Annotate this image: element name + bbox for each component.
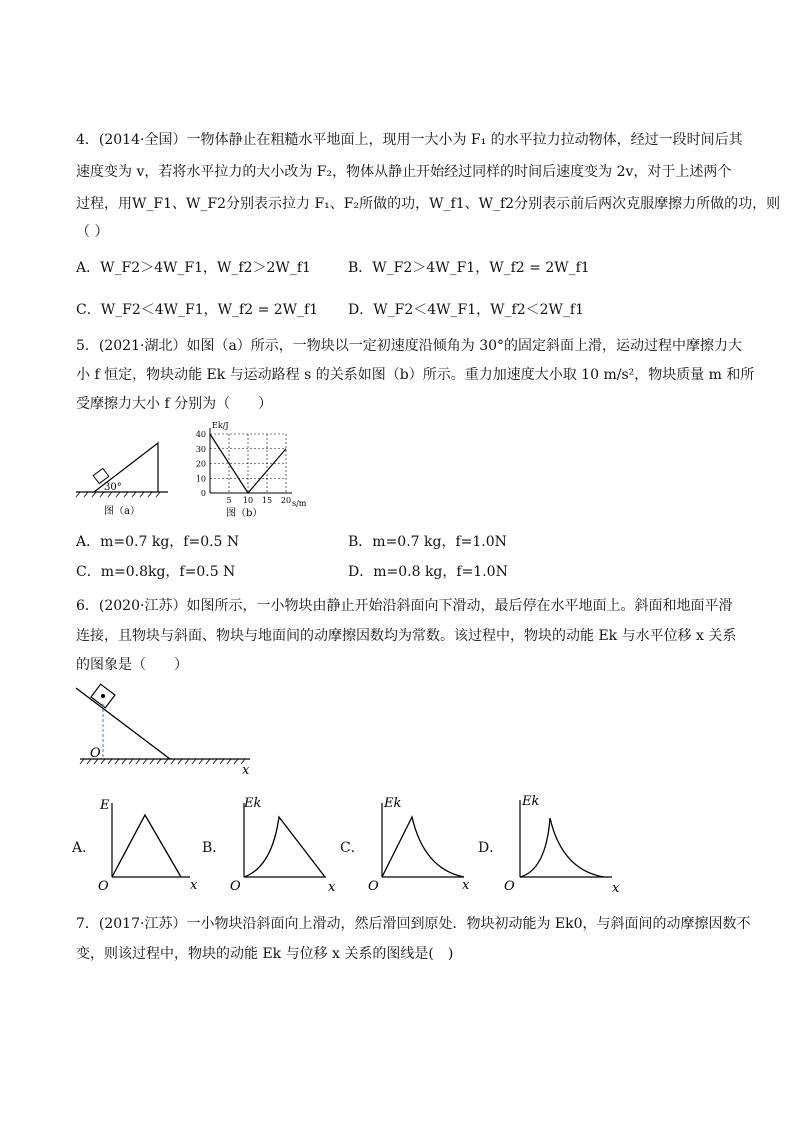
q6-option-a-letter: A． — [72, 840, 97, 856]
q4-option-a: A．W_F2＞4W_F1，W_f2＞2W_f1 — [76, 260, 311, 276]
figure-a-caption: 图（a） — [104, 506, 140, 517]
q6-line-3: 的图象是（ ） — [76, 657, 188, 673]
x-axis-label: s/m — [292, 499, 307, 508]
ground-hatch — [80, 759, 245, 764]
y-axis-label: Ek/J — [212, 421, 229, 430]
q6-option-b-graph — [226, 795, 341, 895]
q7-line-2: 变，则该过程中，物块的动能 Ek 与位移 x 关系的图线是( ) — [76, 946, 454, 962]
q6-line-2: 连接，且物块与斜面、物块与地面间的动摩擦因数均为常数。该过程中，物块的动能 Ek 与水平位移 x 关系 — [76, 628, 737, 644]
y-tick-40: 40 — [195, 430, 206, 439]
curve-c — [382, 817, 464, 877]
chart-grid — [210, 434, 286, 493]
q6-option-c-graph — [364, 795, 479, 895]
q5-option-a: A．m=0.7 kg，f=0.5 N — [76, 534, 240, 550]
graph-c-origin: O — [368, 879, 379, 894]
q4-line-3: 过程，用W_F1、W_F2分别表示拉力 F₁、F₂所做的功，W_f1、W_f2分别表示前后两次克服摩擦力所做的功，则 — [76, 196, 781, 212]
graph-d-ylabel: Ek — [522, 794, 540, 809]
q4-line-2: 速度变为 v，若将水平拉力的大小改为 F₂，物体从静止开始经过同样的时间后速度变为 2v，对于上述两个 — [76, 164, 732, 180]
q6-option-d-letter: D． — [478, 840, 504, 856]
x-axis-label: x — [242, 763, 250, 778]
figure-b-caption: 图（b） — [226, 508, 263, 519]
graph-c-xlabel: x — [462, 878, 470, 893]
q5-line-1: 5．(2021·湖北）如图（a）所示，一物块以一定初速度沿倾角为 30°的固定斜面上滑，运动过程中摩擦力大 — [76, 338, 743, 354]
q4-option-c: C．W_F2＜4W_F1，W_f2 = 2W_f1 — [76, 302, 319, 318]
q5-option-d: D．m=0.8 kg，f=1.0N — [348, 564, 508, 580]
x-tick-15: 15 — [261, 496, 273, 505]
graph-c-ylabel: Ek — [384, 796, 402, 811]
q5-line-2: 小 f 恒定，物块动能 Ek 与运动路程 s 的关系如图（b）所示。重力加速度大小取 10 m/s²，物块质量 m 和所 — [76, 367, 755, 383]
block-center-dot — [101, 694, 105, 698]
curve-a — [112, 815, 181, 877]
q6-option-c-letter: C． — [340, 840, 365, 856]
q6-option-a-graph — [94, 795, 204, 895]
graph-d-origin: O — [504, 879, 515, 894]
figure-a-incline — [72, 440, 172, 520]
q4-line-4: （ ） — [76, 224, 109, 240]
curve-b — [244, 817, 325, 877]
y-tick-0: 0 — [200, 489, 206, 498]
graph-b-xlabel: x — [328, 880, 336, 895]
x-tick-labels — [226, 496, 291, 505]
graph-b-ylabel: Ek — [244, 796, 262, 811]
origin-label: O — [90, 746, 101, 761]
y-tick-10: 10 — [195, 474, 206, 484]
x-tick-5: 5 — [226, 496, 232, 505]
q5-option-b: B．m=0.7 kg，f=1.0N — [348, 534, 507, 550]
figure-b-chart — [188, 420, 313, 525]
curve-d — [520, 818, 604, 877]
q6-option-b-letter: B． — [202, 840, 227, 856]
graph-a-ylabel: E — [100, 798, 110, 813]
q4-line-1: 4．(2014·全国）一物体静止在粗糙水平地面上，现用一大小为 F₁ 的水平拉力拉动物体，经过一段时间后其 — [76, 132, 743, 148]
q4-option-d: D．W_F2＜4W_F1，W_f2＜2W_f1 — [348, 302, 585, 318]
y-tick-labels — [196, 430, 206, 498]
graph-a-xlabel: x — [190, 878, 198, 893]
q5-option-c: C．m=0.8kg，f=0.5 N — [76, 564, 236, 580]
angle-label: 30° — [104, 482, 122, 493]
q6-slope-figure — [70, 680, 270, 780]
graph-b-origin: O — [230, 879, 241, 894]
graph-a-origin: O — [98, 879, 109, 894]
q6-line-1: 6．(2020·江苏）如图所示，一小物块由静止开始沿斜面向下滑动，最后停在水平地面上。斜面和地面平滑 — [76, 598, 733, 614]
q5-line-3: 受摩擦力大小 f 分别为（ ） — [76, 396, 273, 412]
y-tick-20: 20 — [195, 459, 206, 469]
q7-line-1: 7．(2017·江苏）一小物块沿斜面向上滑动，然后滑回到原处．物块初动能为 Ek0，与斜面间的动摩擦因数不 — [76, 916, 751, 932]
q6-option-d-graph — [502, 790, 632, 895]
y-tick-30: 30 — [195, 444, 206, 454]
graph-d-xlabel: x — [612, 881, 620, 895]
x-tick-20: 20 — [280, 496, 292, 505]
q4-option-b: B．W_F2＞4W_F1，W_f2 = 2W_f1 — [348, 260, 590, 276]
x-tick-10: 10 — [242, 496, 254, 505]
